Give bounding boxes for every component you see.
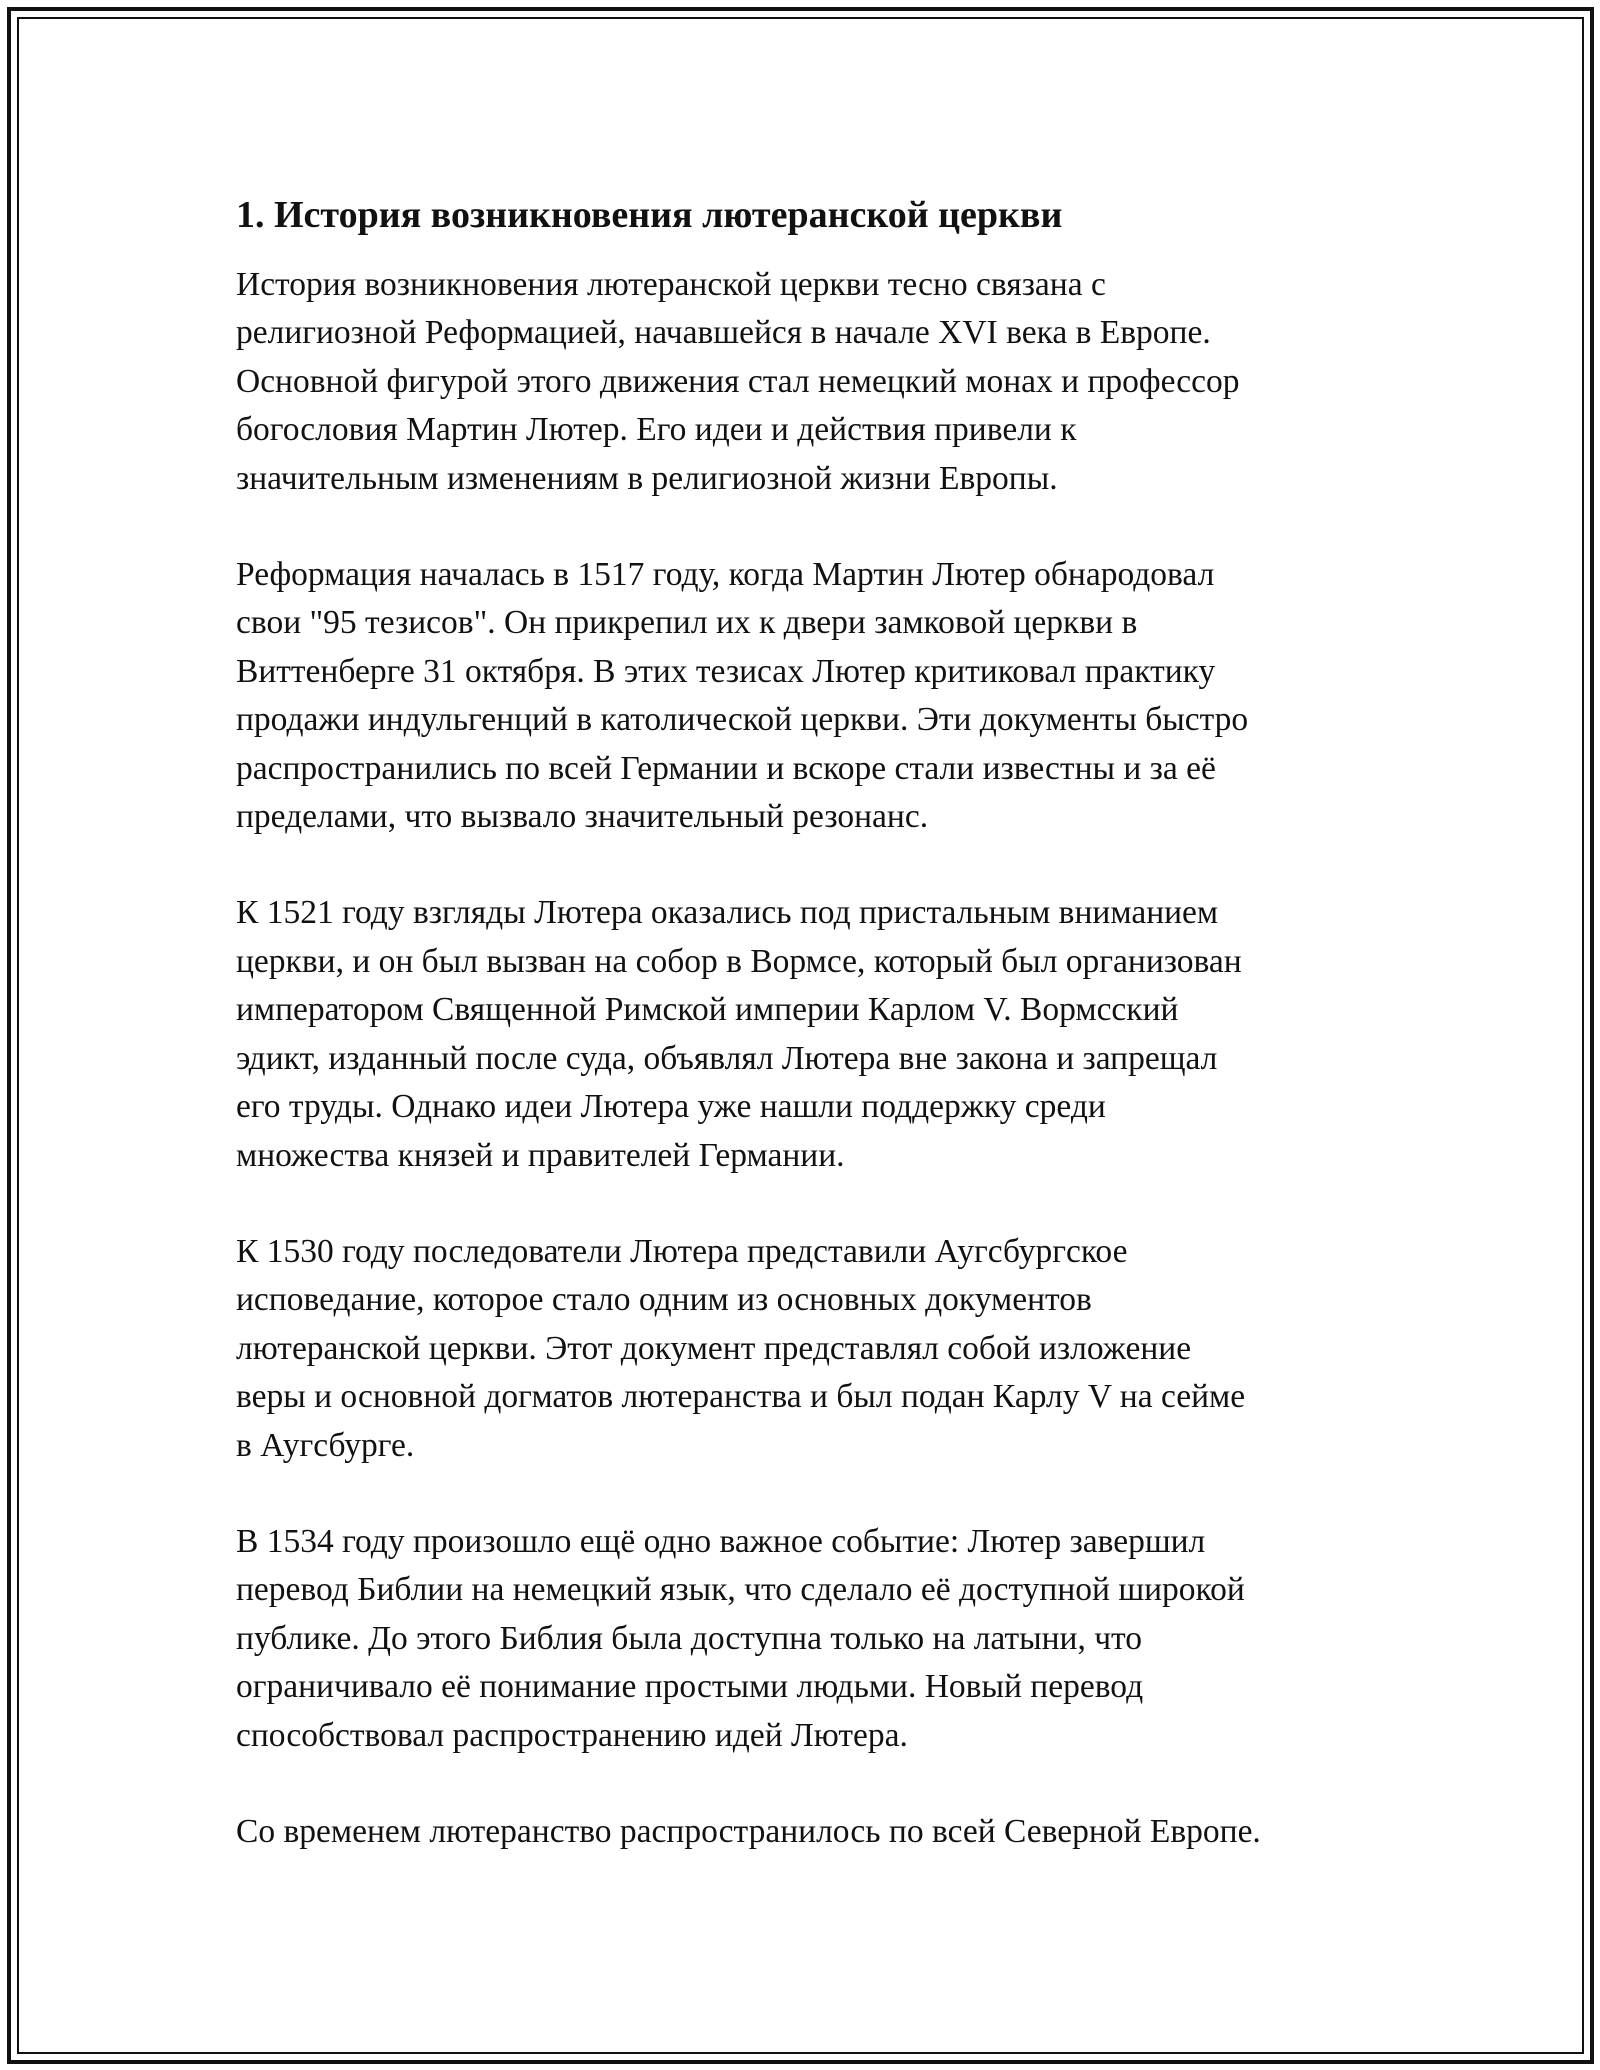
text-line: пределами, что вызвало значительный резонанс. — [236, 798, 929, 836]
text-line: его труды. Однако идеи Лютера уже нашли поддержку среди — [236, 1088, 1106, 1126]
text-line: значительным изменениям в религиозной жизни Европы. — [236, 459, 1058, 497]
text-line: множества князей и правителей Германии. — [236, 1136, 845, 1174]
text-line: императором Священной Римской империи Карлом V. Вормсский — [236, 991, 1179, 1029]
paragraph-4 — [236, 1228, 1366, 1470]
text-line: История возникновения лютеранской церкви тесно связана с — [236, 266, 1106, 303]
document-body — [236, 185, 1366, 1856]
text-line: продажи индульгенций в католической церкви. Эти документы быстро — [236, 701, 1249, 739]
paragraph-5 — [236, 1518, 1366, 1760]
text-line: свои "95 тезисов". Он прикрепил их к двери замковой церкви в — [236, 604, 1138, 642]
text-line: К 1521 году взгляды Лютера оказались под пристальным вниманием — [236, 894, 1219, 932]
text-line: церкви, и он был вызван на собор в Вормсе, который был организован — [236, 942, 1242, 980]
paragraph-1 — [236, 261, 1366, 503]
text-line: веры и основной догматов лютеранства и был подан Карлу V на сейме — [236, 1378, 1246, 1416]
text-line: религиозной Реформацией, начавшейся в начале XVI века в Европе. — [236, 314, 1211, 352]
text-line: Со временем лютеранство распространилось по всей Северной Европе. — [236, 1812, 1261, 1850]
text-line: К 1530 году последователи Лютера представили Аугсбургское — [236, 1232, 1128, 1270]
paragraph-6 — [236, 1808, 1366, 1856]
text-line: исповедание, которое стало одним из основных документов — [236, 1281, 1092, 1319]
text-line: в Аугсбурге. — [236, 1426, 415, 1464]
paragraph-2 — [236, 551, 1366, 841]
text-line: Основной фигурой этого движения стал немецкий монах и профессор — [236, 362, 1240, 400]
paragraphs-container — [236, 261, 1366, 1856]
text-line: ограничивало её понимание простыми людьми. Новый перевод — [236, 1668, 1144, 1706]
text-line: способствовал распространению идей Лютера. — [236, 1716, 908, 1754]
text-line: перевод Библии на немецкий язык, что сделало её доступной широкой — [236, 1571, 1245, 1609]
text-line: Виттенберге 31 октября. В этих тезисах Лютер критиковал практику — [236, 652, 1216, 690]
text-line: лютеранской церкви. Этот документ представлял собой изложение — [236, 1329, 1192, 1367]
text-line: распространились по всей Германии и вскоре стали известны и за её — [236, 749, 1216, 787]
text-line: Реформация началась в 1517 году, когда Мартин Лютер обнародовал — [236, 556, 1215, 594]
paragraph-3 — [236, 889, 1366, 1179]
text-line: богословия Мартин Лютер. Его идеи и действия привели к — [236, 411, 1077, 449]
text-line: В 1534 году произошло ещё одно важное событие: Лютер завершил — [236, 1522, 1206, 1560]
text-line: эдикт, изданный после суда, объявлял Лютера вне закона и запрещал — [236, 1039, 1218, 1077]
page-title: 1. История возникновения лютеранской церкви — [236, 194, 1063, 236]
text-line: публике. До этого Библия была доступна только на латыни, что — [236, 1619, 1142, 1657]
